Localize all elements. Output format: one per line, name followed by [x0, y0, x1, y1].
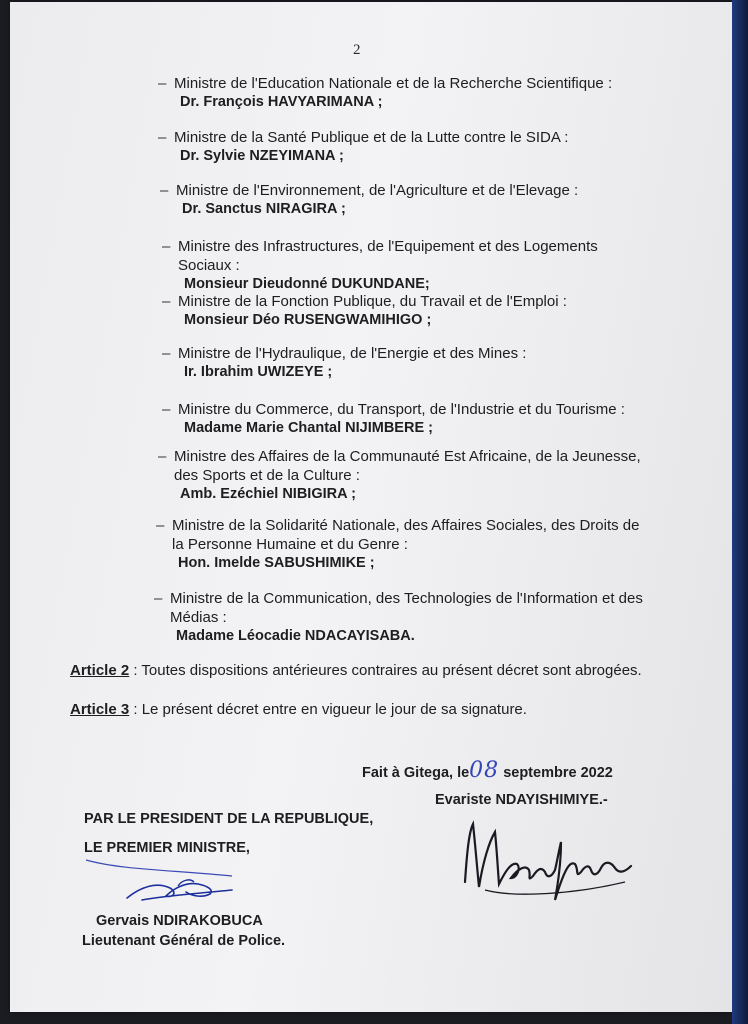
minister-name: Hon. Imelde SABUSHIMIKE ; — [178, 555, 375, 571]
article-text: : Le présent décret entre en vigueur le jour de sa signature. — [129, 701, 527, 718]
article-label: Article 3 — [70, 701, 130, 718]
pm-rank: Lieutenant Général de Police. — [82, 933, 286, 949]
article-text: : Toutes dispositions antérieures contraires au présent décret sont abrogées. — [129, 662, 642, 679]
bullet-dash: – — [160, 182, 169, 199]
minister-title: Ministre de la Fonction Publique, du Travail et de l'Emploi : — [178, 293, 567, 310]
bullet-dash: – — [162, 293, 171, 310]
minister-name: Dr. Sanctus NIRAGIRA ; — [182, 201, 346, 217]
minister-name: Monsieur Déo RUSENGWAMIHIGO ; — [184, 312, 432, 328]
minister-title: Ministre de la Solidarité Nationale, des Affaires Sociales, des Droits de la Personne Humaine et du Genre : — [172, 517, 640, 553]
place-prefix: Fait à Gitega, le — [362, 765, 470, 781]
bullet-dash: – — [162, 401, 171, 418]
minister-title: Ministre de l'Education Nationale et de la Recherche Scientifique : — [174, 75, 613, 92]
pm-name: Gervais NDIRAKOBUCA — [96, 913, 263, 929]
article-label: Article 2 — [70, 662, 130, 679]
minister-title: Ministre de la Santé Publique et de la Lutte contre le SIDA : — [174, 129, 569, 146]
minister-title: Ministre du Commerce, du Transport, de l'Industrie et du Tourisme : — [178, 401, 625, 418]
minister-name: Madame Marie Chantal NIJIMBERE ; — [184, 420, 433, 436]
minister-title: Ministre des Affaires de la Communauté Est Africaine, de la Jeunesse, des Sports et de la Culture : — [174, 448, 641, 484]
minister-entry — [162, 400, 652, 438]
minister-entry — [162, 344, 652, 382]
page-number: 2 — [353, 42, 361, 58]
article-3 — [70, 701, 527, 718]
minister-entry — [160, 181, 650, 219]
minister-entry — [156, 516, 646, 573]
pm-signature-icon — [82, 852, 242, 912]
minister-title: Ministre des Infrastructures, de l'Equipement et des Logements Sociaux : — [178, 238, 598, 274]
article-2 — [70, 662, 642, 679]
president-signature-icon — [455, 812, 640, 907]
minister-name: Dr. Sylvie NZEYIMANA ; — [180, 148, 344, 164]
handwritten-day: 08 — [469, 758, 500, 783]
minister-entry — [154, 589, 644, 646]
minister-name: Monsieur Dieudonné DUKUNDANE; — [184, 276, 430, 292]
background-edge — [732, 0, 748, 1024]
month-year: septembre 2022 — [499, 765, 613, 781]
minister-entry — [162, 237, 652, 294]
bullet-dash: – — [154, 590, 163, 607]
minister-name: Dr. François HAVYARIMANA ; — [180, 94, 383, 110]
bullet-dash: – — [158, 448, 167, 465]
minister-title: Ministre de l'Environnement, de l'Agriculture et de l'Elevage : — [176, 182, 579, 199]
bullet-dash: – — [158, 75, 167, 92]
minister-name: Amb. Ezéchiel NIBIGIRA ; — [180, 486, 356, 502]
place-date — [362, 758, 613, 783]
president-name: Evariste NDAYISHIMIYE.- — [435, 792, 608, 808]
minister-entry — [162, 292, 652, 330]
bullet-dash: – — [162, 238, 171, 255]
bullet-dash: – — [156, 517, 165, 534]
par-le-president: PAR LE PRESIDENT DE LA REPUBLIQUE, — [84, 811, 374, 827]
bullet-dash: – — [158, 129, 167, 146]
premier-ministre-heading: LE PREMIER MINISTRE, — [84, 840, 250, 856]
minister-entry — [158, 128, 648, 166]
minister-title: Ministre de la Communication, des Technologies de l'Information et des Médias : — [170, 590, 643, 626]
minister-name: Madame Léocadie NDACAYISABA. — [176, 628, 415, 644]
minister-entry — [158, 74, 648, 112]
minister-entry — [158, 447, 648, 504]
bullet-dash: – — [162, 345, 171, 362]
minister-title: Ministre de l'Hydraulique, de l'Energie et des Mines : — [178, 345, 527, 362]
minister-name: Ir. Ibrahim UWIZEYE ; — [184, 364, 333, 380]
